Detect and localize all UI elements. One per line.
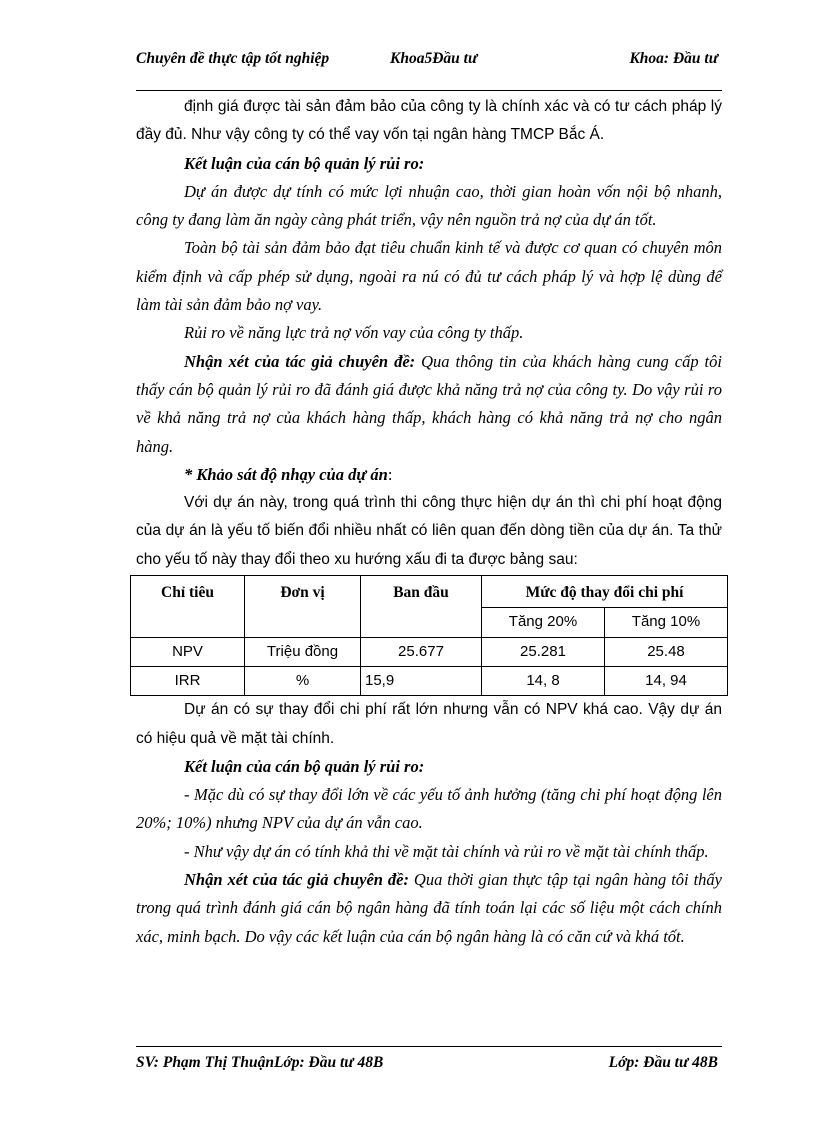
- cell-increase-20: 25.281: [482, 637, 605, 666]
- paragraph-sensitivity-intro: Với dự án này, trong quá trình thi công thực hiện dự án thì chi phí hoạt động của dự án là yếu tố biến đổi nhiều nhất có liên quan đến dòng tiền của dự án. Ta thử cho yếu tố này thay đổi theo xu hướng xấu đi ta được bảng sau:: [136, 494, 722, 568]
- paragraph-author-comment-2: [136, 866, 722, 951]
- page-footer: [136, 1054, 722, 1078]
- paragraph-repayment-risk: Rủi ro về năng lực trả nợ vốn vay của công ty thấp.: [184, 323, 524, 343]
- cell-base: 25.677: [361, 637, 482, 666]
- table-row: [131, 637, 728, 666]
- paragraph-collateral-standard: Toàn bộ tài sản đảm bảo đạt tiêu chuẩn kinh tế và được cơ quan có chuyên môn kiểm định và cấp phép sử dụng, ngoài ra nú có đủ tư cách pháp lý và hợp lệ dùng để làm tài sản đảm bảo nợ vay.: [136, 238, 722, 315]
- cell-increase-10: 14, 94: [605, 666, 728, 695]
- cell-indicator: IRR: [131, 666, 245, 695]
- header-title: Chuyên đề thực tập tốt nghiệp: [136, 50, 330, 67]
- page-header: [136, 46, 722, 74]
- paragraph-author-comment: [136, 348, 722, 461]
- heading-risk-officer-conclusion: Kết luận của cán bộ quản lý rủi ro:: [184, 153, 425, 173]
- col-header-base: Ban đầu: [361, 576, 482, 638]
- footer-student: SV: Phạm Thị ThuậnLớp: Đầu tư 48B: [136, 1054, 384, 1071]
- col-header-cost-change: Mức độ thay đổi chi phí: [482, 576, 728, 608]
- sensitivity-table: [130, 575, 728, 696]
- paragraph-project-profit: Dự án được dự tính có mức lợi nhuận cao, thời gian hoàn vốn nội bộ nhanh, công ty đang làm ăn ngày càng phát triển, vậy nên nguồn trả nợ của dự án tốt.: [136, 181, 722, 230]
- paragraph-collateral: định giá được tài sản đảm bảo của công ty là chính xác và có tư cách pháp lý đầy đủ. Như vậy công ty có thể vay vốn tại ngân hàng TMCP Bắc Á.: [136, 98, 722, 144]
- footer-divider: [136, 1046, 722, 1047]
- col-header-increase-10: Tăng 10%: [605, 608, 728, 637]
- cell-indicator: NPV: [131, 637, 245, 666]
- header-divider: [136, 90, 722, 91]
- col-header-indicator: Chỉ tiêu: [131, 576, 245, 638]
- paragraph-cost-change: - Mặc dù có sự thay đổi lớn về các yếu tố ảnh hưởng (tăng chi phí hoạt động lên 20%; 10%) nhưng NPV của dự án vẫn cao.: [136, 785, 722, 833]
- heading-author-comment: Nhận xét của tác giả chuyên đề:: [184, 351, 416, 371]
- heading-author-comment-2: Nhận xét của tác giả chuyên đề:: [184, 870, 409, 890]
- author-comment-2-text: Qua thời gian thực tập tại ngân hàng tôi thấy trong quá trình đánh giá cán bộ ngân hàng đã tính toán lại các số liệu một cách chính xác, minh bạch. Do vậy các kết luận của cán bộ ngân hàng là có căn cứ và khá tốt.: [136, 870, 722, 946]
- col-header-increase-20: Tăng 20%: [482, 608, 605, 637]
- col-header-unit: Đơn vị: [245, 576, 361, 638]
- paragraph-feasibility: - Như vậy dự án có tính khả thi về mặt tài chính và rủi ro về mặt tài chính thấp.: [184, 841, 709, 861]
- heading-sensitivity: [136, 461, 722, 489]
- author-comment-text: Qua thông tin của khách hàng cung cấp tôi thấy cán bộ quản lý rủi ro đã đánh giá được khả năng trả nợ của công ty. Do vậy rủi ro về khả năng trả nợ của khách hàng thấp, khách hàng có khả năng trả nợ cho ngân hàng.: [136, 351, 722, 456]
- heading-risk-officer-conclusion-2: Kết luận của cán bộ quản lý rủi ro:: [184, 756, 425, 776]
- header-faculty: Khoa: Đầu tư: [629, 50, 718, 67]
- table-row: [131, 666, 728, 695]
- cell-increase-20: 14, 8: [482, 666, 605, 695]
- header-faculty-code: Khoa5Đầu tư: [390, 50, 478, 67]
- cell-increase-10: 25.48: [605, 637, 728, 666]
- page-body: [136, 93, 722, 951]
- paragraph-npv-remark: Dự án có sự thay đổi chi phí rất lớn nhưng vẫn có NPV khá cao. Vậy dự án có hiệu quả về mặt tài chính.: [136, 701, 722, 747]
- cell-unit: %: [245, 666, 361, 695]
- cell-unit: Triệu đồng: [245, 637, 361, 666]
- sensitivity-colon: :: [387, 464, 393, 484]
- footer-class: Lớp: Đầu tư 48B: [608, 1054, 718, 1071]
- cell-base: 15,9: [361, 666, 482, 695]
- sensitivity-title: * Khảo sát độ nhạy của dự án: [184, 464, 388, 484]
